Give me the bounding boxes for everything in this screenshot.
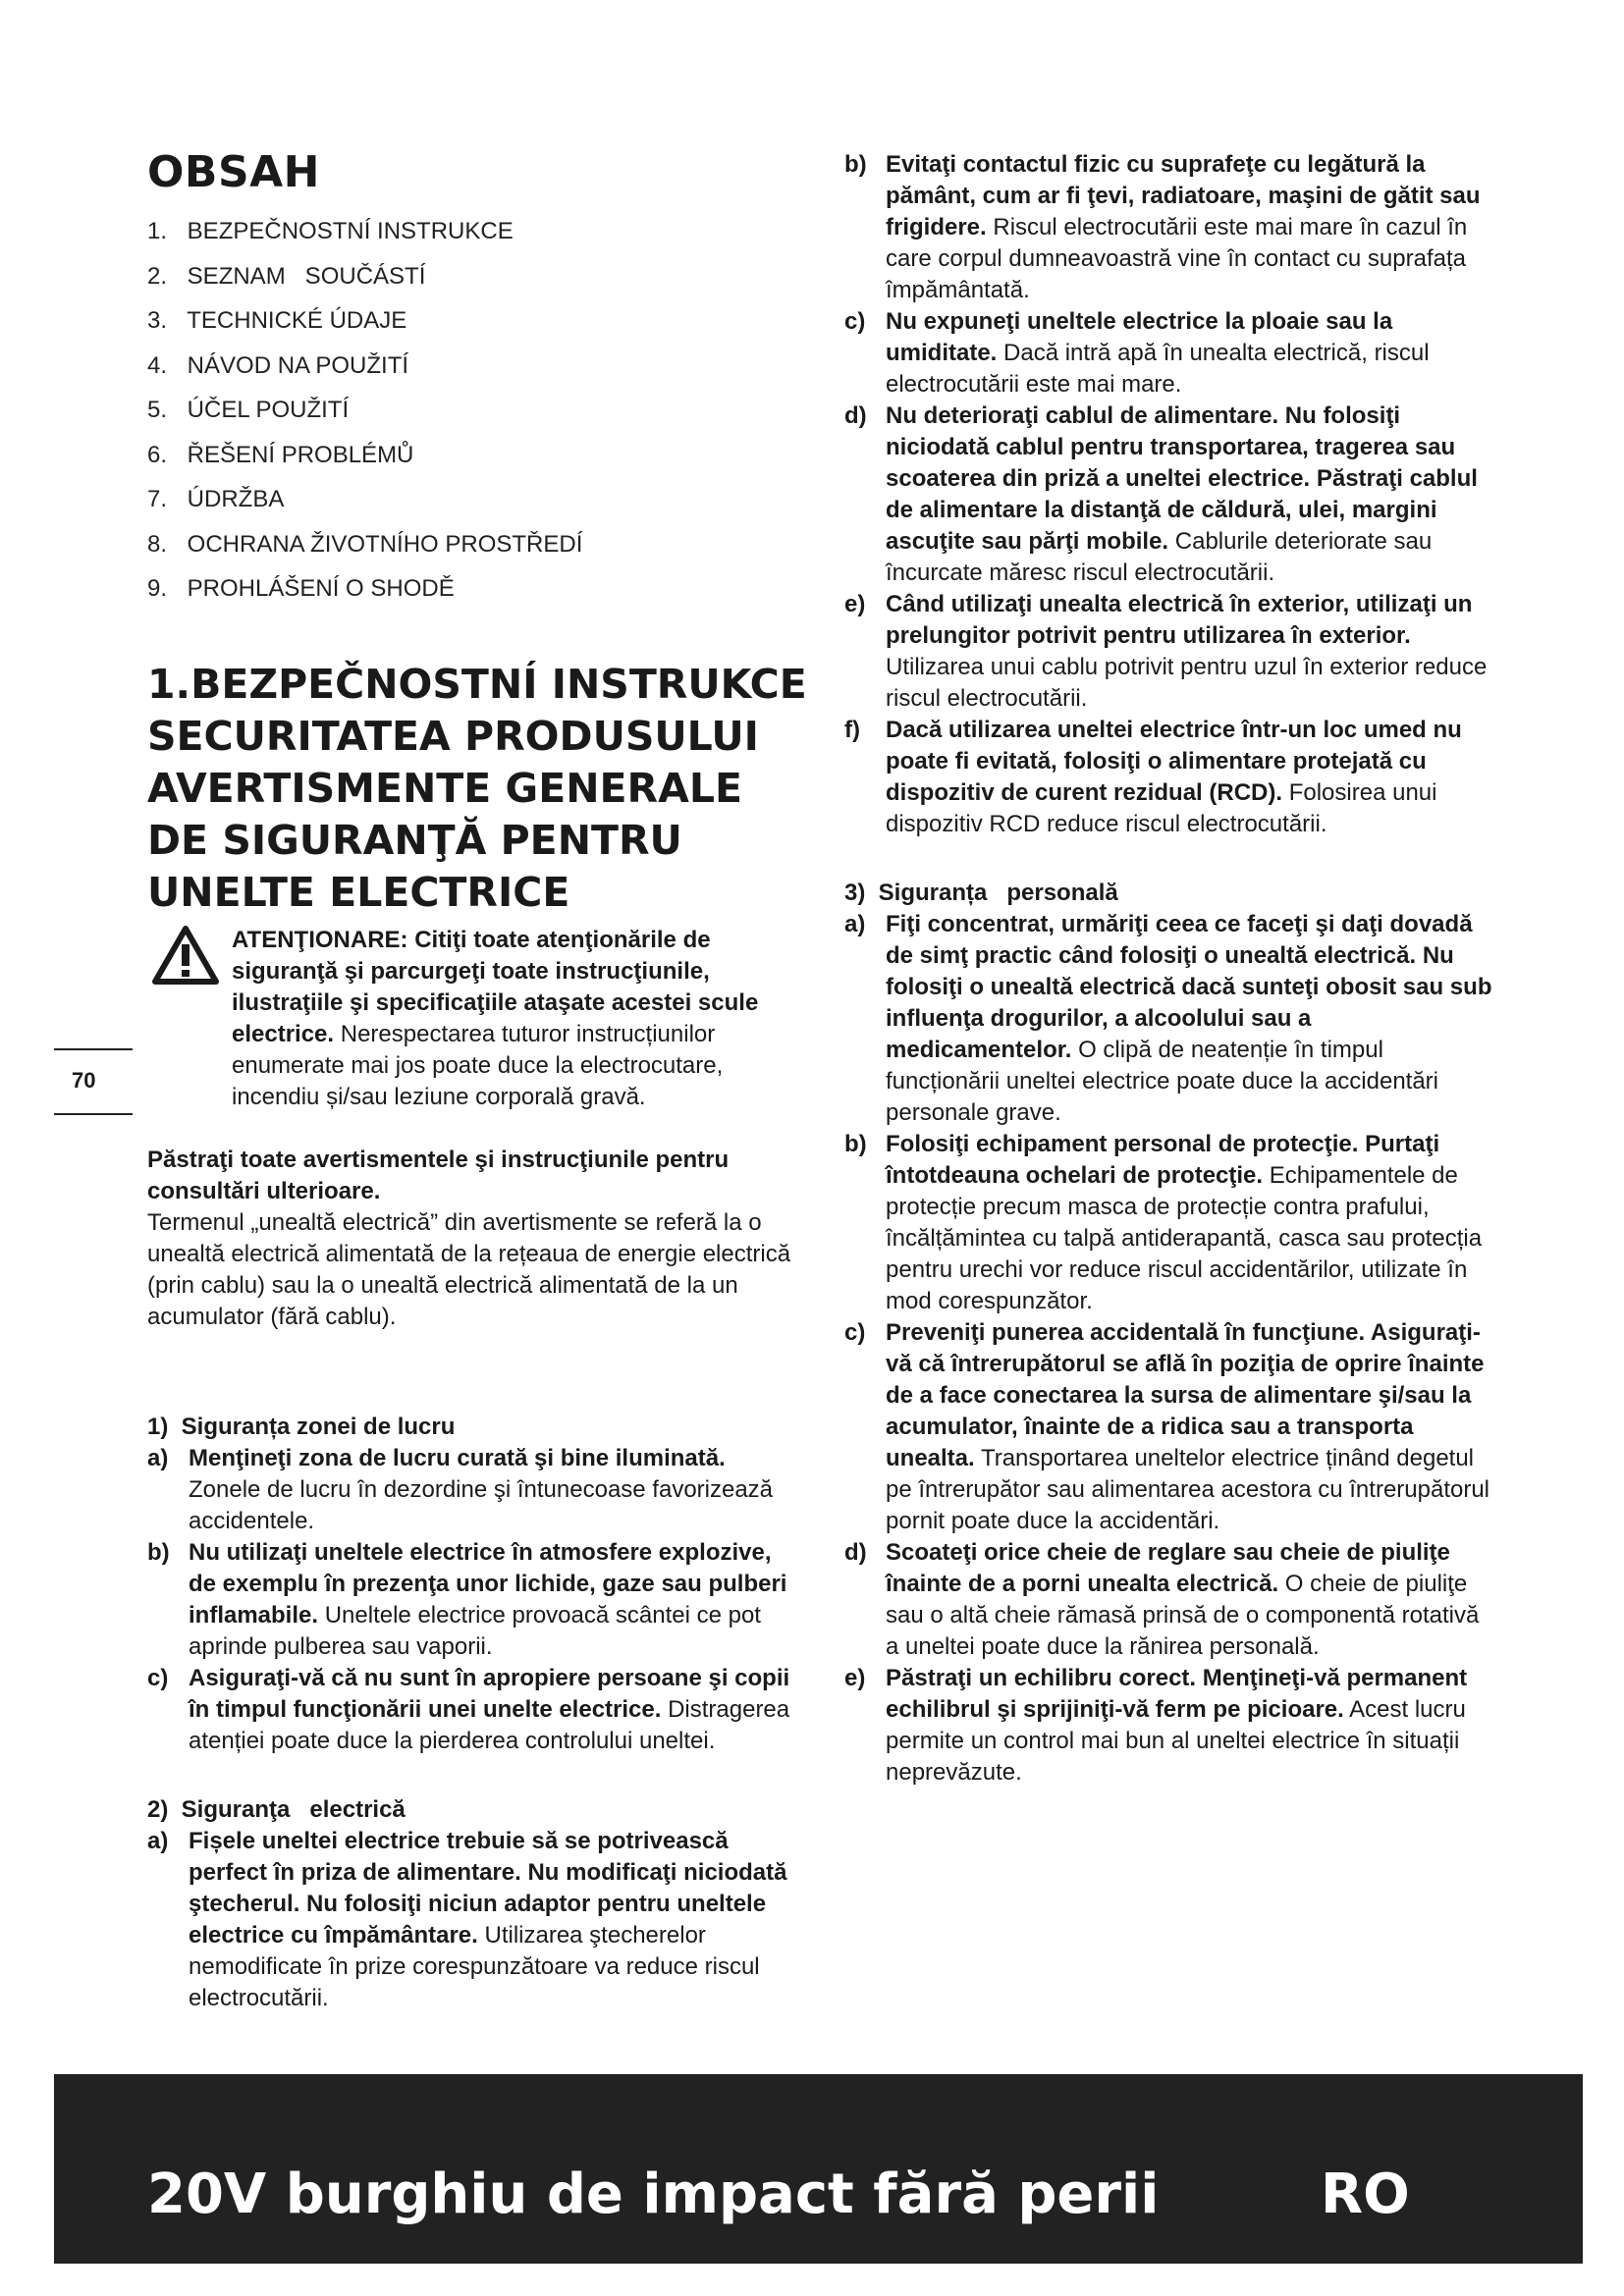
- section-heading-line: SECURITATEA PRODUSULUI: [147, 712, 759, 760]
- list-item-label: d): [844, 402, 867, 429]
- toc-heading: OBSAH: [147, 147, 321, 197]
- section-heading-line: UNELTE ELECTRICE: [147, 868, 570, 916]
- list-item-bold: Evitaţi contactul fizic cu suprafeţe cu legătură la pământ, cum ar fi ţevi, radiatoare, maşini de gătit sau frigidere.: [886, 151, 1481, 240]
- list-item: [844, 1129, 1492, 1317]
- list-item-text: O clipă de neatenție în timpul funcționării uneltei electrice poate duce la accidentări personale grave.: [886, 1037, 1439, 1126]
- list-item-bold: Scoateţi orice cheie de reglare sau cheie de piuliţe înainte de a porni unealta electrică.: [886, 1539, 1450, 1597]
- right-column: [844, 149, 1492, 1789]
- toc-item-number: 6.: [147, 441, 168, 468]
- list-item-text: Echipamentele de protecție precum masca de protecție contra prafului, încălțămintea cu talpă antiderapantă, casca sau protecția pentru urechi vor reduce riscul accidentărilor, utilizate în mod corespunzător.: [886, 1162, 1483, 1314]
- list-item-label: c): [844, 1319, 866, 1346]
- list-item: [147, 1443, 795, 1537]
- toc-item: [147, 254, 795, 299]
- list-item-label: a): [844, 911, 866, 937]
- list-item-text: Distragerea atenției poate duce la pierderea controlului uneltei.: [189, 1695, 790, 1754]
- toc-item: [147, 298, 795, 344]
- list-item-text: Folosirea unui dispozitiv RCD reduce riscul electrocutării.: [886, 779, 1437, 837]
- list-item-label: b): [844, 1131, 867, 1157]
- page-number: [54, 1048, 133, 1115]
- toc-item-label: ÚČEL POUŽITÍ: [187, 397, 350, 423]
- toc-item: [147, 388, 795, 433]
- list-item-label: b): [147, 1538, 170, 1566]
- toc-item: [147, 344, 795, 389]
- list-item-label: e): [844, 591, 866, 617]
- toc-item-label: ÚDRŽBA: [187, 486, 285, 512]
- page-number-text: 70: [72, 1068, 96, 1093]
- list-item: [844, 400, 1492, 589]
- list-item-text: Riscul electrocutării este mai mare în cazul în care corpul dumneavoastră vine în contact cu suprafața împământată.: [886, 214, 1468, 303]
- list-item-label: a): [147, 1444, 169, 1471]
- list-item: [844, 306, 1492, 400]
- list-item-text: Dacă intră apă în unealta electrică, riscul electrocutării este mai mare.: [886, 340, 1430, 398]
- toc-item-number: 2.: [147, 262, 168, 290]
- list-item: [844, 909, 1492, 1129]
- toc-item-number: 7.: [147, 486, 168, 512]
- section-heading-line: DE SIGURANŢĂ PENTRU: [147, 816, 682, 864]
- toc-item-label: BEZPEČNOSTNÍ INSTRUKCE: [187, 218, 514, 244]
- toc-item-number: 5.: [147, 397, 168, 423]
- list-item-text: Utilizarea unui cablu potrivit pentru uzul în exterior reduce riscul electrocutării.: [886, 654, 1488, 712]
- section-title: 3) Siguranța personală: [844, 880, 1118, 906]
- list-item-label: d): [844, 1539, 867, 1566]
- toc-item-label: SEZNAM SOUČÁSTÍ: [187, 262, 426, 290]
- toc-item-label: TECHNICKÉ ÚDAJE: [187, 307, 407, 334]
- footer-product-title: 20V burghiu de impact fără perii: [147, 2163, 1160, 2226]
- page-number-rule-top: [54, 1048, 133, 1050]
- list-item-text: Cablurile deteriorate sau încurcate măresc riscul electrocutării.: [886, 528, 1433, 586]
- list-item-text: Zonele de lucru în dezordine şi întunecoase favorizează accidentele.: [189, 1475, 774, 1534]
- list-item: [844, 715, 1492, 840]
- list-item: [844, 589, 1492, 715]
- warning-bold-text: ATENŢIONARE: Citiţi toate atenţionările de siguranţă şi parcurgeţi toate instrucţiunile, ilustraţiile şi specificaţiile ataşate acestei scule electrice.: [232, 926, 759, 1047]
- list-item: [147, 1537, 795, 1663]
- footer-banner: [54, 2074, 1583, 2264]
- toc-list: [147, 209, 795, 612]
- keep-instructions: [147, 1145, 795, 1333]
- list-item-text: Uneltele electrice provoacă scântei ce pot aprinde pulberea sau vaporii.: [189, 1601, 761, 1660]
- list-item-text: O cheie de piuliţe sau o altă cheie rămasă prinsă de o componentă rotativă a uneltei poate duce la rănirea personală.: [886, 1571, 1480, 1660]
- toc-item: [147, 522, 795, 567]
- toc-item: [147, 433, 795, 478]
- footer-language-code: RO: [1321, 2163, 1410, 2226]
- warning-text: Nerespectarea tuturor instrucțiunilor enumerate mai jos poate duce la electrocutare, incendiu și/sau leziune corporală gravă.: [232, 1020, 724, 1110]
- toc-item-number: 3.: [147, 307, 168, 334]
- list-item-label: b): [844, 151, 867, 178]
- list-item: [844, 1317, 1492, 1537]
- toc-item-label: ŘEŠENÍ PROBLÉMŮ: [187, 441, 414, 468]
- toc-item-label: PROHLÁŠENÍ O SHODĚ: [187, 575, 455, 602]
- warning-icon: [151, 925, 220, 986]
- list-item: [844, 1663, 1492, 1789]
- list-item-label: e): [844, 1665, 866, 1691]
- list-item-bold: Folosiţi echipament personal de protecţie. Purtaţi întotdeauna ochelari de protecţie.: [886, 1131, 1440, 1189]
- toc-item-number: 8.: [147, 530, 168, 558]
- toc-item-label: NÁVOD NA POUŽITÍ: [187, 351, 409, 379]
- section-title: 2) Siguranţa electrică: [147, 1795, 406, 1823]
- toc-item: [147, 566, 795, 612]
- keep-instructions-text: Termenul „unealtă electrică” din avertismente se referă la o unealtă electrică alimentată de la rețeaua de energie electrică (prin cablu) sau la o unealtă electrică alimentată de la un acumulator (fără cablu).: [147, 1208, 791, 1330]
- list-item-bold: Asiguraţi-vă că nu sunt în apropiere persoane şi copii în timpul funcţionării unei unelte electrice.: [189, 1664, 790, 1723]
- section-heading: [147, 659, 807, 919]
- list-item-bold: Preveniţi punerea accidentală în funcţiune. Asiguraţi-vă că întrerupătorul se află în poziţia de oprire înainte de a face conectarea la sursa de alimentare şi/sau la acumulator, înainte de a ridica sau a transporta unealta.: [886, 1319, 1485, 1471]
- list-item-bold: Nu utilizaţi uneltele electrice în atmosfere explozive, de exemplu în prezenţa unor lichide, gaze sau pulberi inflamabile.: [189, 1538, 787, 1629]
- section-heading-line: AVERTISMENTE GENERALE: [147, 764, 742, 812]
- toc-item-number: 1.: [147, 218, 168, 244]
- toc-item: [147, 477, 795, 522]
- left-column: [147, 147, 807, 2014]
- toc-item-label: OCHRANA ŽIVOTNÍHO PROSTŘEDÍ: [187, 530, 583, 558]
- list-item-bold: Fiţi concentrat, urmăriţi ceea ce faceţi şi daţi dovadă de simţ practic când folosiţi o unealtă electrică. Nu folosiţi o unealtă electrică dacă sunteţi obosit sau sub influenţa drogurilor, a alcoolului sau a medicamentelor.: [886, 911, 1492, 1063]
- list-item-bold: Păstraţi un echilibru corect. Menţineţi-vă permanent echilibrul şi sprijiniţi-vă ferm pe picioare.: [886, 1665, 1468, 1723]
- list-item-label: a): [147, 1827, 169, 1854]
- list-item-label: c): [844, 308, 866, 335]
- list-item-text: Acest lucru permite un control mai bun al uneltei electrice în situații neprevăzute.: [886, 1696, 1466, 1786]
- list-item-text: Utilizarea ştecherelor nemodificate în prize corespunzătoare va reduce riscul electrocutării.: [189, 1921, 760, 2011]
- list-item-bold: Dacă utilizarea uneltei electrice într-un loc umed nu poate fi evitată, folosiţi o alimentare protejată cu dispozitiv de curent rezidual (RCD).: [886, 717, 1462, 806]
- section-heading-line: 1.BEZPEČNOSTNÍ INSTRUKCE: [147, 660, 807, 708]
- toc-item-number: 9.: [147, 575, 168, 602]
- list-item-label: f): [844, 717, 860, 743]
- list-item-bold: Menţineţi zona de lucru curată şi bine iluminată.: [189, 1444, 726, 1471]
- list-item: [147, 1826, 795, 2014]
- toc-item: [147, 209, 795, 254]
- list-item-bold: Nu deterioraţi cablul de alimentare. Nu folosiţi niciodată cablul pentru transportarea, tragerea sau scoaterea din priză a uneltei electrice. Păstraţi cablul de alimentare la distanţă de căldură, ulei, margini ascuţite sau părţi mobile.: [886, 402, 1478, 555]
- keep-instructions-bold: Păstraţi toate avertismentele şi instrucţiunile pentru consultări ulterioare.: [147, 1146, 730, 1204]
- list-item: [844, 149, 1492, 306]
- section-title: 1) Siguranța zonei de lucru: [147, 1413, 456, 1440]
- list-item: [844, 1537, 1492, 1663]
- list-item-label: c): [147, 1664, 169, 1691]
- toc-item-number: 4.: [147, 351, 168, 379]
- warning-block: [147, 925, 795, 1113]
- page-number-rule-bottom: [54, 1113, 133, 1115]
- list-item-text: Transportarea uneltelor electrice ținând degetul pe întrerupător sau alimentarea acestora cu întrerupătorul pornit poate duce la accidentări.: [886, 1445, 1490, 1534]
- list-item-bold: Nu expuneţi uneltele electrice la ploaie sau la umiditate.: [886, 308, 1393, 366]
- list-item-bold: Fișele uneltei electrice trebuie să se potrivească perfect în priza de alimentare. Nu modificaţi niciodată ştecherul. Nu folosiţi niciun adaptor pentru uneltele electrice cu împământare.: [189, 1827, 787, 1949]
- list-item-bold: Când utilizaţi unealta electrică în exterior, utilizaţi un prelungitor potrivit pentru utilizarea în exterior.: [886, 591, 1473, 649]
- list-item: [147, 1663, 795, 1757]
